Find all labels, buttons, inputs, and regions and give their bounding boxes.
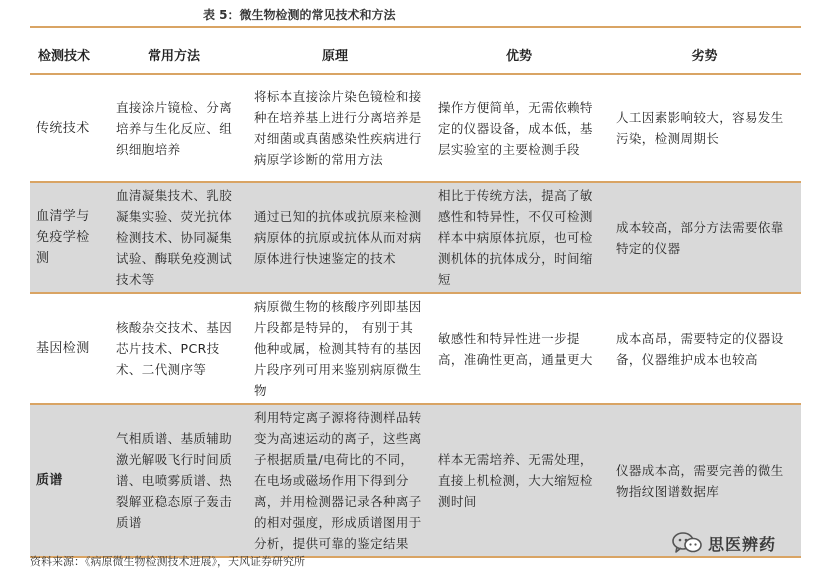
row-methods: 血清凝集技术、乳胶凝集实验、荧光抗体检测技术、协同凝集试验、酶联免疫测试技术等 — [108, 182, 240, 293]
table-caption: 表 5：微生物检测的常见技术和方法 — [203, 8, 396, 22]
table-row — [30, 293, 801, 404]
row-principle: 通过已知的抗体或抗原来检测病原体的抗原或抗体从而对病原体进行快速鉴定的技术 — [240, 182, 430, 293]
row-disadvantage: 成本高昂，需要特定的仪器设备，仪器维护成本也较高 — [608, 293, 801, 404]
row-disadvantage: 人工因素影响较大，容易发生污染，检测周期长 — [608, 74, 801, 182]
header-methods: 常用方法 — [108, 36, 240, 74]
row-methods: 核酸杂交技术、基因芯片技术、PCR技术、二代测序等 — [108, 293, 240, 404]
header-advantage: 优势 — [430, 36, 608, 74]
row-methods: 直接涂片镜检、分离培养与生化反应、组织细胞培养 — [108, 74, 240, 182]
header-disadvantage: 劣势 — [608, 36, 801, 74]
header-principle: 原理 — [240, 36, 430, 74]
header-technique: 检测技术 — [30, 36, 108, 74]
row-advantage: 敏感性和特异性进一步提高，准确性更高，通量更大 — [430, 293, 608, 404]
watermark-text: 思医辨药 — [708, 534, 777, 554]
row-category: 质谱 — [30, 404, 108, 557]
row-disadvantage: 成本较高，部分方法需要依靠特定的仪器 — [608, 182, 801, 293]
detection-methods-table — [30, 36, 801, 558]
row-disadvantage: 仪器成本高，需要完善的微生物指纹图谱数据库 — [608, 404, 801, 557]
table-row — [30, 74, 801, 182]
row-principle: 将标本直接涂片染色镜检和接种在培养基上进行分离培养是对细菌或真菌感染性疾病进行病原学诊断的常用方法 — [240, 74, 430, 182]
wechat-icon — [672, 532, 702, 554]
row-category: 传统技术 — [30, 74, 108, 182]
row-advantage: 相比于传统方法，提高了敏感性和特异性，不仅可检测样本中病原体抗原，也可检测机体的抗体成分，时间缩短 — [430, 182, 608, 293]
row-category: 血清学与免疫学检测 — [30, 182, 108, 293]
source-note: 资料来源：《病原微生物检测技术进展》，天风证券研究所 — [30, 555, 305, 568]
row-advantage: 操作方便简单，无需依赖特定的仪器设备，成本低，基层实验室的主要检测手段 — [430, 74, 608, 182]
table-row — [30, 182, 801, 293]
account-watermark — [672, 531, 776, 555]
row-methods: 气相质谱、基质辅助激光解吸飞行时间质谱、电喷雾质谱、热裂解亚稳态原子轰击质谱 — [108, 404, 240, 557]
row-principle: 利用特定离子源将待测样品转变为高速运动的离子，这些离子根据质量/电荷比的不同，在电场或磁场作用下得到分离，并用检测器记录各种离子的相对强度，形成质谱图用于分析，提供可靠的鉴定结果 — [240, 404, 430, 557]
row-category: 基因检测 — [30, 293, 108, 404]
row-principle: 病原微生物的核酸序列即基因片段都是特异的， 有别于其他种或属，检测其特有的基因片段序列可用来鉴别病原微生物 — [240, 293, 430, 404]
table-header-row — [30, 36, 801, 74]
caption-divider — [30, 26, 801, 28]
row-advantage: 样本无需培养、无需处理，直接上机检测，大大缩短检测时间 — [430, 404, 608, 557]
